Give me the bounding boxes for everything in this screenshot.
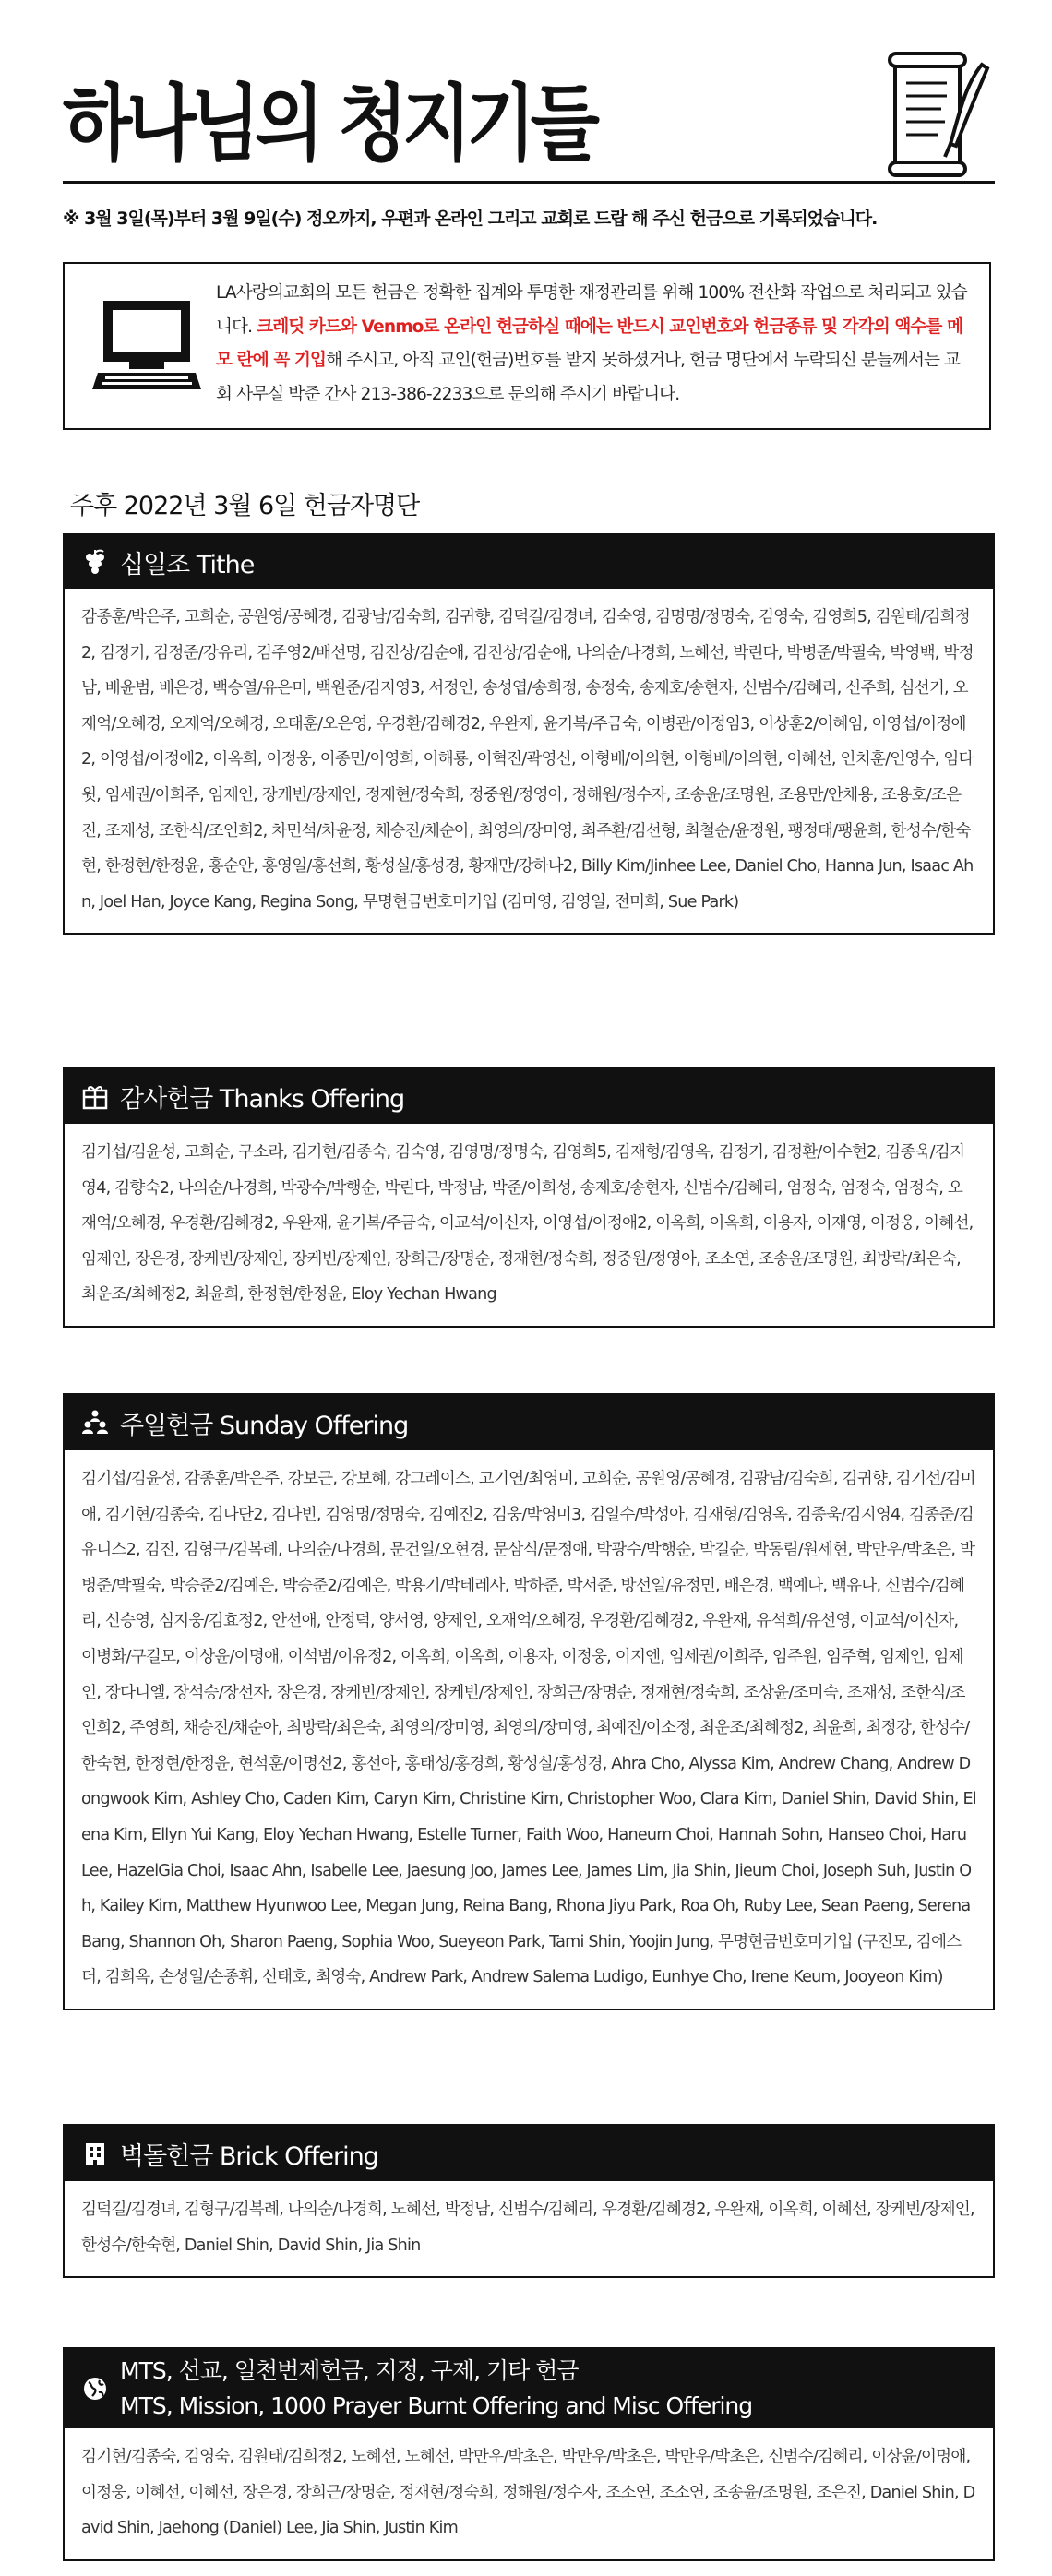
- section-thanks: [63, 1067, 995, 1328]
- gift-icon: [81, 1082, 109, 1110]
- name-list: 김기현/김종숙, 김영숙, 김원태/김희정2, 노혜선, 노혜선, 박만우/박초은, 박만우/박초은, 박만우/박초은, 신범수/김혜리, 이상윤/이명애, 이정웅, 이혜선, 이혜선, 장은경, 장희근/장명순, 정재현/정숙희, 정해원/정수자, 조소연, 조소연, 조송윤/조명원, 조은진, Daniel Shin, David Shin, Jaehong (Daniel) Lee, Jia Shin, Justin Kim: [81, 2448, 975, 2538]
- section-title: 감사헌금 Thanks Offering: [120, 1084, 405, 1114]
- section-subtitle: MTS, Mission, 1000 Prayer Burnt Offering and Misc Offering: [120, 2392, 753, 2419]
- building-icon: [81, 2140, 109, 2167]
- grapes-icon: [81, 548, 109, 576]
- section-header: [65, 535, 993, 589]
- page-title: 하나님의 청지기들: [63, 77, 594, 173]
- computer-icon: [92, 297, 201, 393]
- section-misc: [63, 2347, 995, 2561]
- globe-icon: [81, 2375, 109, 2403]
- info-box: [63, 262, 991, 430]
- section-title: 주일헌금 Sunday Offering: [120, 1411, 409, 1440]
- section-title: MTS, 선교, 일천번제헌금, 지정, 구제, 기타 헌금: [120, 2357, 579, 2384]
- name-list: 김기섭/김윤성, 감종훈/박은주, 강보근, 강보혜, 강그레이스, 고기연/최영미, 고희순, 공원영/공혜경, 김광남/김숙희, 김귀향, 김기선/김미애, 김기현/김종숙, 김나단2, 김다빈, 김영명/정명숙, 김예진2, 김웅/박영미3, 김일수/박성아, 김재형/김영옥, 김종욱/김지영4, 김종준/김유니스2, 김진, 김형구/김복례, 나의순/나경희, 문건일/오현경, 문삼식/문정애, 박광수/박행순, 박길순, 박동림/원세현, 박만우/박초은, 박병준/박필숙, 박승준2/김예은, 박승준2/김예은, 박용기/박테레사, 박하준, 박서준, 방선일/유정민, 배은경, 백예나, 백유나, 신범수/김혜리, 신승영, 심지웅/김효정2, 안선애, 안정덕, 양서영, 양제인, 오재억/오혜경, 우경환/김혜경2, 우완재, 유석희/유선영, 이교석/이신자, 이병화/구길모, 이상윤/이명애, 이석범/이유정2, 이옥희, 이옥희, 이용자, 이정웅, 이지엔, 임세권/이희주, 임주원, 임주혁, 임제인, 임제인, 장다니엘, 장석승/장선자, 장은경, 장케빈/장제인, 장케빈/장제인, 장희근/장명순, 정재현/정숙희, 조상윤/조미숙, 조재성, 조한식/조인희2, 주영희, 채승진/채순아, 최방락/최은숙, 최영의/장미영, 최영의/장미영, 최예진/이소정, 최운조/최혜정2, 최윤희, 최정강, 한성수/한숙현, 한정현/한정윤, 현석훈/이명선2, 홍선아, 홍태성/홍경희, 황성실/홍성경, Ahra Cho, Alyssa Kim, Andrew Chang, Andrew Dongwook Kim, Ashley Cho, Caden Kim, Caryn Kim, Christine Kim, Christopher Woo, Clara Kim, Daniel Shin, David Shin, Elena Kim, Ellyn Yui Kang, Eloy Yechan Hwang, Estelle Turner, Faith Woo, Haneum Choi, Hannah Sohn, Hanseo Choi, Haru Lee, HazelGia Choi, Isaac Ahn, Isabelle Lee, Jaesung Joo, James Lee, James Lim, Jia Shin, Jieum Choi, Joseph Suh, Justin Oh, Kailey Kim, Matthew Hyunwoo Lee, Megan Jung, Reina Bang, Rhona Jiyu Park, Roa Oh, Ruby Lee, Sean Paeng, Serena Bang, Shannon Oh, Sharon Paeng, Sophia Woo, Sueyeon Park, Tami Shin, Yoojin Jung, 무명현금번호미기입 (구진모, 김에스더, 김희옥, 손성일/손종휘, 신태호, 최영숙, Andrew Park, Andrew Salema Ludigo, Eunhye Cho, Irene Keum, Jooyeon Kim): [81, 1470, 976, 1987]
- people-icon: [81, 1409, 109, 1437]
- section-header: [65, 1068, 993, 1124]
- week-title: 주후 2022년 3월 6일 헌금자명단: [70, 492, 420, 520]
- section-sunday: [63, 1393, 995, 2010]
- info-text-part-1: LA사랑의교회의 모든 헌금은 정확한 집계와 투명한 재정관리를 위해 100% 전산화 작업으로 처리되고 있습니다.: [216, 283, 967, 337]
- notice-text: ※ 3월 3일(목)부터 3월 9일(수) 정오까지, 우편과 온라인 그리고 교회로 드랍 해 주신 헌금으로 기록되었습니다.: [63, 209, 878, 229]
- name-list: 감종훈/박은주, 고희순, 공원영/공혜경, 김광남/김숙희, 김귀향, 김덕길/김경녀, 김숙영, 김명명/정명숙, 김영숙, 김영희5, 김원태/김희정2, 김정기, 김정준/강유리, 김주영2/배선명, 김진상/김순애, 김진상/김순애, 나의순/나경희, 노혜선, 박린다, 박병준/박필숙, 박영백, 박정남, 배윤범, 배은경, 백승열/유은미, 백원준/김지영3, 서정인, 송성엽/송희정, 송정숙, 송제호/송현자, 신범수/김혜리, 신주희, 심선기, 오재억/오혜경, 오재억/오혜경, 오태훈/오은영, 우경환/김혜경2, 우완재, 윤기복/주금숙, 이병관/이정임3, 이상훈2/이혜임, 이영섭/이정애2, 이영섭/이정애2, 이옥희, 이정웅, 이종민/이영희, 이해룡, 이혁진/곽영신, 이형배/이의현, 이형배/이의현, 이혜선, 인치훈/인영수, 임다윗, 임세권/이희주, 임제인, 장케빈/장제인, 정재현/정숙희, 정중원/정영아, 정해원/정수자, 조송윤/조명원, 조용만/안채용, 조용호/조은진, 조재성, 조한식/조인희2, 차민석/차윤정, 채승진/채순아, 최영의/장미영, 최주환/김선형, 최철순/윤정원, 팽정태/팽윤희, 한성수/한숙현, 한정현/한정윤, 홍순안, 홍영일/홍선희, 황성실/홍성경, 황재만/강하나2, Billy Kim/Jinhee Lee, Daniel Cho, Hanna Jun, Isaac Ahn, Joel Han, Joyce Kang, Regina Song, 무명현금번호미기입 (김미영, 김영일, 전미희, Sue Park): [81, 608, 974, 912]
- section-header: [65, 2126, 993, 2181]
- name-list: 김기섭/김윤성, 고희순, 구소라, 김기현/김종숙, 김숙영, 김영명/정명숙, 김영희5, 김재형/김영옥, 김정기, 김정환/이수현2, 김종욱/김지영4, 김향숙2, 나의순/나경희, 박광수/박행순, 박린다, 박정남, 박준/이희성, 송제호/송현자, 신범수/김혜리, 엄정숙, 엄정숙, 엄정숙, 오재억/오혜경, 우경환/김혜경2, 우완재, 윤기복/주금숙, 이교석/이신자, 이영섭/이정애2, 이옥희, 이옥희, 이용자, 이재영, 이정웅, 이혜선, 임제인, 장은경, 장케빈/장제인, 장케빈/장제인, 장희근/장명순, 정재현/정숙희, 정중원/정영아, 조소연, 조송윤/조명원, 최방락/최은숙, 최운조/최혜정2, 최윤희, 한정현/한정윤, Eloy Yechan Hwang: [81, 1143, 974, 1305]
- title-underline: [63, 181, 995, 184]
- name-list: 김덕길/김경녀, 김형구/김복례, 나의순/나경희, 노혜선, 박정남, 신범수/김혜리, 우경환/김혜경2, 우완재, 이옥희, 이혜선, 장케빈/장제인, 한성수/한숙현, Daniel Shin, David Shin, Jia Shin: [81, 2200, 974, 2255]
- section-header: [65, 1395, 993, 1450]
- scroll-quill-icon: [886, 48, 993, 185]
- info-text-part-2: 해 주시고, 아직 교인(헌금)번호를 받지 못하셨거나, 헌금 명단에서 누락되신 분들께서는 교회 사무실 박준 간사 213-386-2233으로 문의해 주시기 바랍니다.: [216, 351, 961, 404]
- section-title: 벽돌헌금 Brick Offering: [120, 2141, 378, 2171]
- info-text-highlight: 크레딧 카드와 Venmo로 온라인 헌금하실 때에는 반드시 교인번호와 헌금종류 및 각각의 액수를 메모 란에 꼭 기입: [216, 316, 963, 370]
- info-text: [216, 277, 974, 411]
- section-tithe: [63, 533, 995, 935]
- section-brick: [63, 2124, 995, 2278]
- section-header: [65, 2349, 993, 2428]
- section-title: 십일조 Tithe: [120, 550, 255, 579]
